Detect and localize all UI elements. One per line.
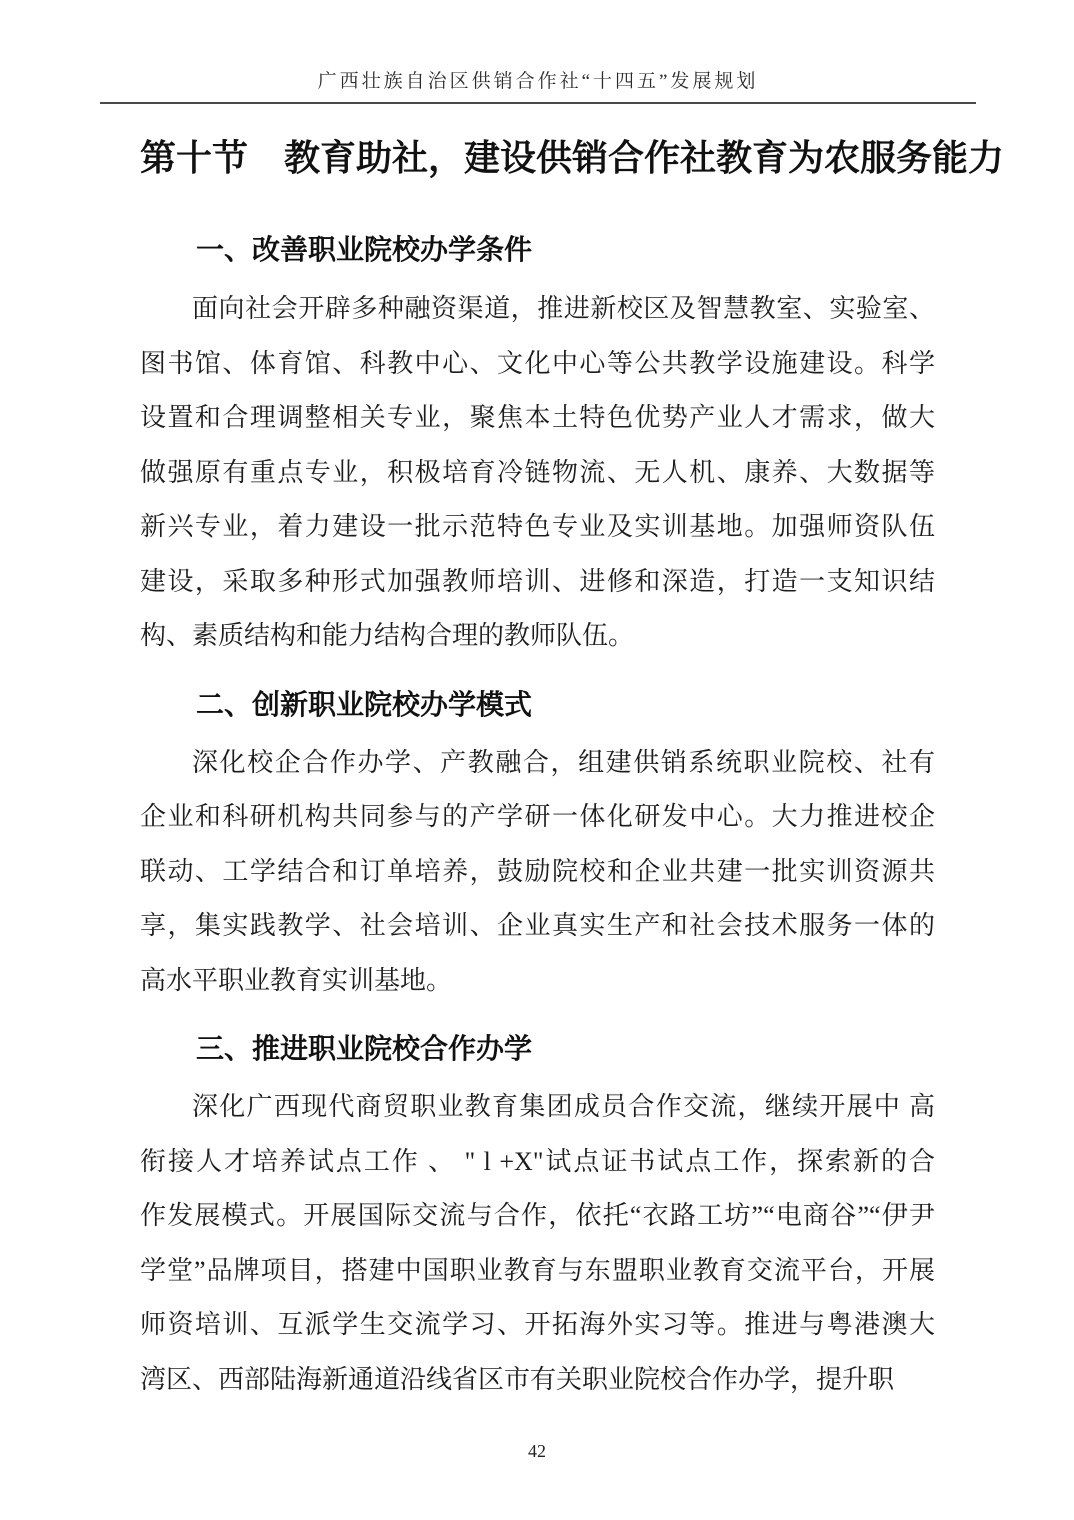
text-line: 设置和合理调整相关专业，聚焦本土特色优势产业人才需求，做大 [140,403,935,432]
section-heading: 一、改善职业院校办学条件 [196,234,533,265]
section-heading: 三、推进职业院校合作办学 [196,1033,533,1064]
page-number: 42 [528,1441,546,1461]
text-line: 建设，采取多种形式加强教师培训、进修和深造，打造一支知识结 [140,566,935,596]
section-heading: 二、创新职业院校办学模式 [196,688,533,720]
text-line: 深化校企合作办学、产教融合，组建供销系统职业院校、社有 [192,747,935,777]
text-line: 作发展模式。开展国际交流与合作，依托“衣路工坊”“电商谷”“伊尹 [140,1201,935,1230]
text-line: 师资培训、互派学生交流学习、开拓海外实习等。推进与粤港澳大 [140,1310,935,1339]
text-line: 新兴专业，着力建设一批示范特色专业及实训基地。加强师资队伍 [140,512,935,541]
text-line: 学堂”品牌项目，搭建中国职业教育与东盟职业教育交流平台，开展 [140,1255,935,1285]
document-body [140,218,935,1407]
text-line: 做强原有重点专业，积极培育冷链物流、无人机、康养、大数据等 [140,457,935,487]
text-line: 图书馆、体育馆、科教中心、文化中心等公共教学设施建设。科学 [140,348,935,378]
text-line: 湾区、西部陆海新通道沿线省区市有关职业院校合作办学，提升职 [140,1364,895,1394]
document-title: 第十节 教育助社，建设供销合作社教育为农服务能力 [140,137,1005,178]
text-line: 衔接人才培养试点工作 、 " l +X"试点证书试点工作，探索新的合 [140,1146,935,1176]
paragraph [140,282,935,664]
paragraph [140,1080,935,1407]
running-header: 广西壮族自治区供销合作社“十四五”发展规划 [100,70,976,104]
text-line: 享，集实践教学、社会培训、企业真实生产和社会技术服务一体的 [140,911,935,940]
text-line: 面向社会开辟多种融资渠道，推进新校区及智慧教室、实验室、 [192,294,935,323]
document-content [140,134,1005,1407]
text-line: 构、素质结构和能力结构合理的教师队伍。 [140,621,635,650]
text-line: 高水平职业教育实训基地。 [140,965,453,995]
text-line: 企业和科研机构共同参与的产学研一体化研发中心。大力推进校企 [140,802,935,831]
text-line: 联动、工学结合和订单培养，鼓励院校和企业共建一批实训资源共 [140,856,935,886]
text-line: 深化广西现代商贸职业教育集团成员合作交流，继续开展中 高 [192,1092,935,1121]
paragraph [140,736,935,1009]
